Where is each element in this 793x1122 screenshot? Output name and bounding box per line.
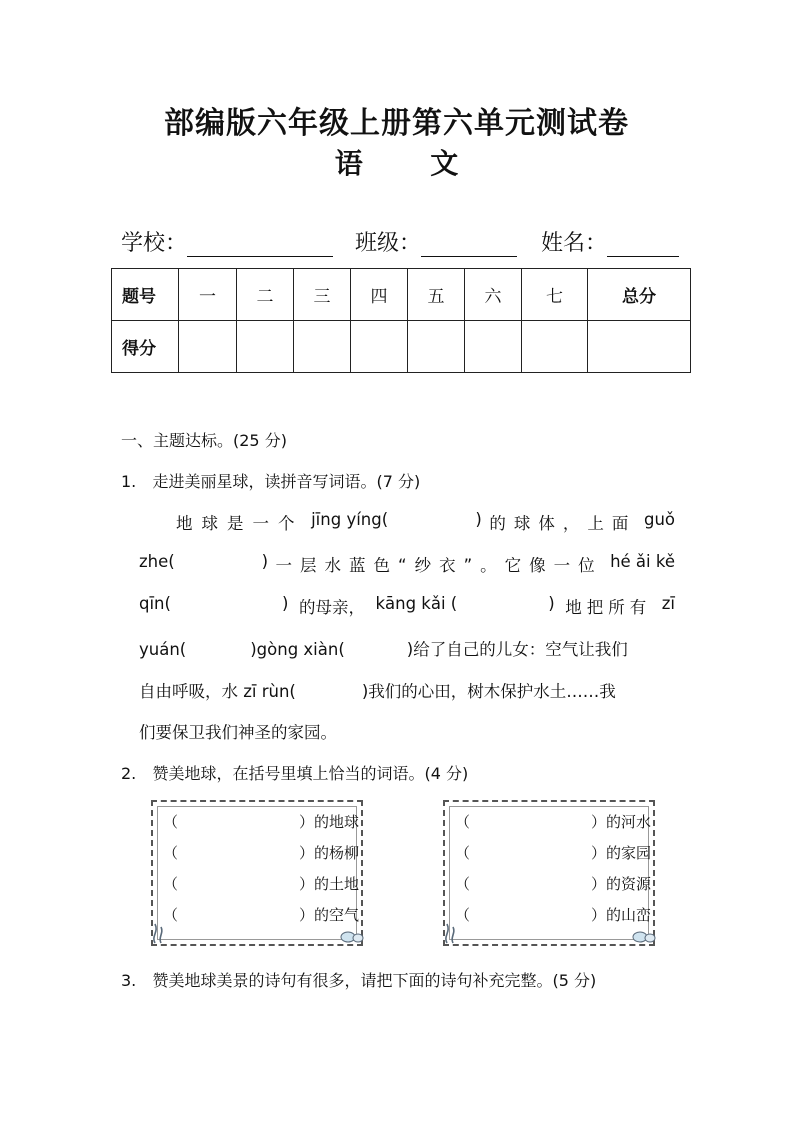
student-info-row [121,226,679,257]
fill-row[interactable] [163,811,359,832]
passage-line [139,636,675,660]
fill-row[interactable] [163,842,359,863]
passage-line [139,594,675,618]
score-header-cell: 六 [465,269,522,321]
answer-blank[interactable] [468,594,538,618]
score-cell[interactable] [237,321,294,373]
passage-segment: 自由呼吸，水 zī rùn( [139,682,296,701]
school-field[interactable] [187,230,333,257]
passage-segment: 地球是一个 [176,514,304,533]
score-cell[interactable] [465,321,522,373]
question-text: 赞美地球，在括号里填上恰当的词语。(4 分) [152,764,469,783]
score-row-label: 得分 [112,321,179,373]
question-number: 3. [121,971,137,990]
score-header-cell: 五 [408,269,465,321]
score-table-score-row [112,321,691,373]
fill-row-label: ）的家园 [591,844,652,862]
score-cell[interactable] [179,321,237,373]
score-cell[interactable] [351,321,408,373]
subject-char-2: 文 [430,147,459,180]
pinyin-segment: hé ǎi kě [610,552,675,571]
passage-segment: )我们的心田，树木保护水土……我 [361,682,616,701]
question-3 [121,968,596,991]
fill-row-label: ）的山峦 [591,906,652,924]
passage-segment: ) [261,552,269,571]
shell-icon [339,928,365,944]
page-title: 部编版六年级上册第六单元测试卷 [164,106,629,141]
passage-segment: 地把所有 [565,598,652,617]
passage-segment: 一层水蓝色“纱衣”。它像一位 [275,556,603,575]
answer-blank[interactable] [182,552,254,576]
open-paren: （ [455,875,471,893]
class-label: 班级： [355,231,422,256]
score-header-cell: 四 [351,269,408,321]
school-label: 学校： [121,231,188,256]
passage-line: 们要保卫我们神圣的家园。 [139,723,337,742]
seaweed-icon [441,920,463,944]
question-text: 走进美丽星球，读拼音写词语。(7 分) [152,472,421,491]
pinyin-blank-open: qīn( [139,594,171,613]
score-header-cell: 一 [179,269,237,321]
passage-segment: ) [548,594,555,613]
subject-char-1: 语 [334,147,363,180]
answer-blank[interactable] [181,594,271,618]
passage-segment: 的球体，上面 [489,514,637,533]
word-box-right [443,800,655,946]
shell-icon [631,928,657,944]
pinyin-blank-close: ) [475,510,482,529]
score-table [111,268,691,373]
fill-row-label: ）的地球 [299,813,360,831]
fill-row-label: ）的空气 [299,906,360,924]
question-text: 赞美地球美景的诗句有很多，请把下面的诗句补充完整。(5 分) [152,971,597,990]
pinyin-blank-open: yuán( [139,640,187,659]
answer-blank[interactable] [396,510,468,534]
fill-row[interactable] [455,904,651,925]
open-paren: （ [455,813,471,831]
question-number: 2. [121,764,137,783]
score-header-cell: 总分 [588,269,691,321]
open-paren: （ [163,906,179,924]
passage-segment: )给了自己的儿女：空气让我们 [406,640,628,659]
passage-segment: ) [281,594,289,613]
question-2 [121,761,468,784]
score-header-cell: 三 [294,269,351,321]
passage-line [139,552,675,576]
name-field[interactable] [607,230,679,257]
open-paren: （ [163,844,179,862]
fill-row[interactable] [163,873,359,894]
score-cell[interactable] [588,321,691,373]
passage-line [176,510,675,534]
open-paren: （ [163,875,179,893]
class-field[interactable] [421,230,517,257]
fill-row[interactable] [163,904,359,925]
fill-row-label: ）的土地 [299,875,360,893]
word-box-left [151,800,363,946]
open-paren: （ [455,906,471,924]
fill-row[interactable] [455,842,651,863]
passage-segment: 的母亲， [298,598,365,617]
name-label: 姓名： [541,231,608,256]
pinyin-blank-open: jīng yíng( [311,510,389,529]
score-cell[interactable] [408,321,465,373]
pinyin-blank-open: zhe( [139,552,175,571]
score-table-header-row [112,269,691,321]
passage-line [139,678,675,702]
fill-row-label: ）的杨柳 [299,844,360,862]
passage-segment: )gòng xiàn( [250,640,345,659]
question-1 [121,469,420,492]
score-header-cell: 七 [522,269,588,321]
score-cell[interactable] [522,321,588,373]
score-cell[interactable] [294,321,351,373]
open-paren: （ [163,813,179,831]
seaweed-icon [149,920,171,944]
section-1-heading: 一、主题达标。(25 分) [121,431,287,450]
fill-row[interactable] [455,873,651,894]
question-number: 1. [121,472,137,491]
pinyin-segment: guǒ [643,510,675,529]
score-header-cell: 题号 [112,269,179,321]
fill-row-label: ）的资源 [591,875,652,893]
pinyin-segment: zī [661,594,675,613]
open-paren: （ [455,844,471,862]
pinyin-blank-open: kāng kǎi ( [375,594,458,613]
fill-row[interactable] [455,811,651,832]
score-header-cell: 二 [237,269,294,321]
fill-row-label: ）的河水 [591,813,652,831]
subject-title [0,142,793,182]
